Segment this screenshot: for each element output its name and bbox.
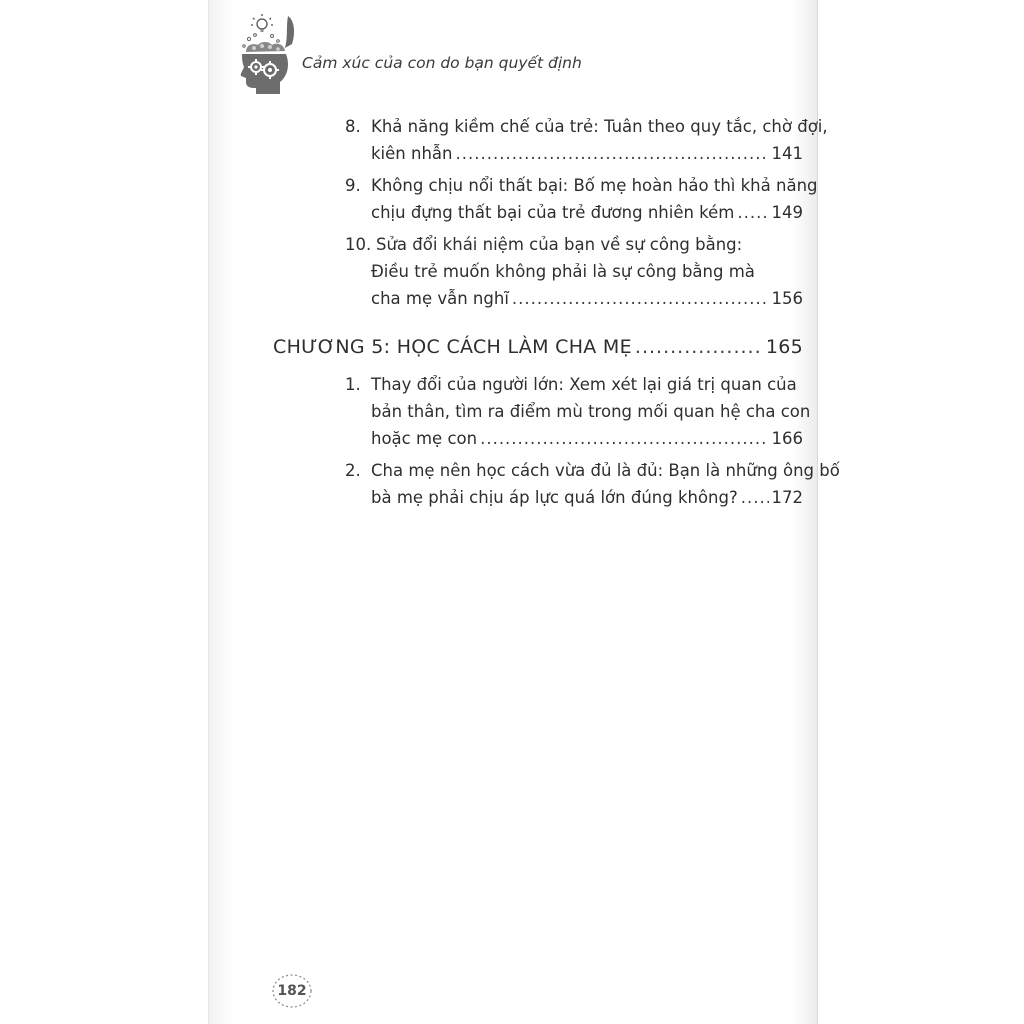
toc-chapter-5 xyxy=(273,336,803,358)
head-with-gears-lightbulb-icon xyxy=(236,12,302,96)
entry-page: 141 xyxy=(771,144,803,163)
entry-line: cha mẹ vẫn nghĩ xyxy=(371,289,509,308)
entry-dotted-line xyxy=(371,488,803,507)
entry-number: 2. xyxy=(345,461,361,480)
entry-line: Điều trẻ muốn không phải là sự công bằng mà xyxy=(371,262,755,281)
page-number: 182 xyxy=(277,983,307,999)
entry-line: Không chịu nổi thất bại: Bố mẹ hoàn hảo thì khả năng xyxy=(371,176,818,195)
entry-number: 8. xyxy=(345,117,361,136)
leader-dots xyxy=(480,429,768,448)
entry-number: 9. xyxy=(345,176,361,195)
running-header-title: Cảm xúc của con do bạn quyết định xyxy=(302,54,582,72)
entry-page: 156 xyxy=(771,289,803,308)
entry-line: Thay đổi của người lớn: Xem xét lại giá trị quan của xyxy=(371,375,797,394)
entry-line: Cha mẹ nên học cách vừa đủ là đủ: Bạn là những ông bố xyxy=(371,461,840,480)
entry-line: kiên nhẫn xyxy=(371,144,453,163)
leader-dots xyxy=(635,336,763,358)
entry-number: 10. xyxy=(345,235,372,254)
leader-dots xyxy=(741,488,769,507)
chapter-title: CHƯƠNG 5: HỌC CÁCH LÀM CHA MẸ xyxy=(273,336,632,358)
entry-line: hoặc mẹ con xyxy=(371,429,478,448)
entry-page: 166 xyxy=(771,429,803,448)
chapter-page: 165 xyxy=(765,336,803,358)
entry-dotted-line xyxy=(371,203,803,222)
entry-line: bà mẹ phải chịu áp lực quá lớn đúng không? xyxy=(371,488,738,507)
entry-page: 149 xyxy=(771,203,803,222)
leader-dots xyxy=(737,203,768,222)
entry-line: Khả năng kiềm chế của trẻ: Tuân theo quy tắc, chờ đợi, xyxy=(371,117,828,136)
entry-line: chịu đựng thất bại của trẻ đương nhiên kém xyxy=(371,203,735,222)
entry-line: Sửa đổi khái niệm của bạn về sự công bằng: xyxy=(376,235,743,254)
entry-number: 1. xyxy=(345,375,361,394)
leader-dots xyxy=(455,144,768,163)
entry-line: bản thân, tìm ra điểm mù trong mối quan hệ cha con xyxy=(371,402,811,421)
entry-dotted-line xyxy=(371,144,803,163)
entry-page: 172 xyxy=(771,488,803,507)
page-number-badge xyxy=(270,972,314,1010)
leader-dots xyxy=(512,289,769,308)
entry-dotted-line xyxy=(371,289,803,308)
entry-dotted-line xyxy=(371,429,803,448)
